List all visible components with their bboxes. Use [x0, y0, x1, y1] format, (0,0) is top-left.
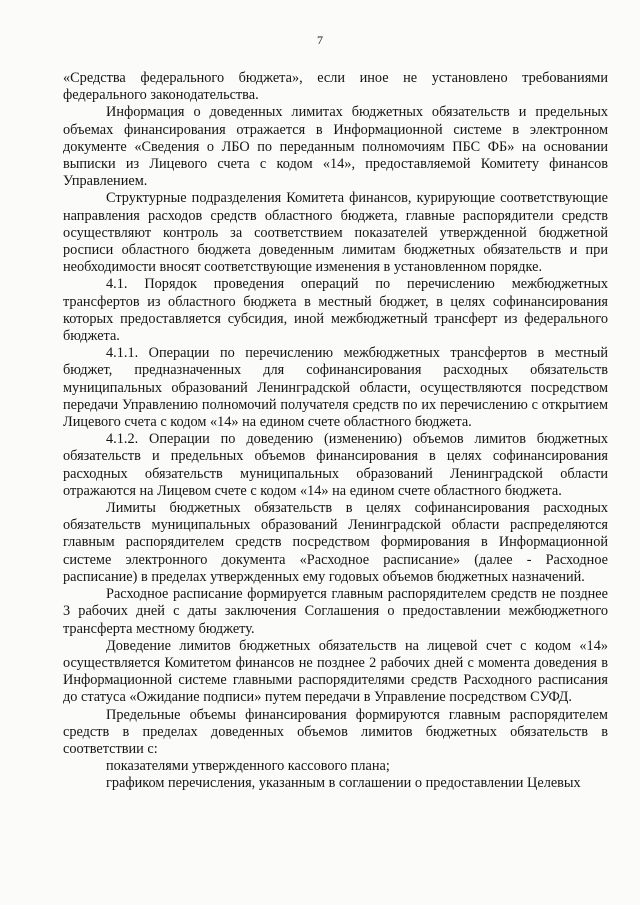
paragraph-federal-budget-funds: «Средства федерального бюджета», если иное не установлено требованиями федерального законодательства. — [63, 70, 608, 104]
list-item-transfer-schedule: графиком перечисления, указанным в соглашении о предоставлении Целевых — [106, 775, 581, 792]
paragraph-limits-delivery: Доведение лимитов бюджетных обязательств на лицевой счет с кодом «14» осуществляется Комитетом финансов не позднее 2 рабочих дней с момента доведения в Информационной системе главными распорядителями средств Расходного расписания до статуса «Ожидание подписи» путем передачи в Управление посредством СУФД. — [63, 637, 608, 706]
document-body — [63, 70, 608, 793]
paragraph-section-4-1-2: 4.1.2. Операции по доведению (изменению) объемов лимитов бюджетных обязательств и предельных объемов финансирования в целях софинансирования расходных обязательств муниципальных образований Ленинградской области отражаются на Лицевом счете с кодом «14» на едином счете областного бюджета. — [63, 431, 608, 499]
paragraph-section-4-1: 4.1. Порядок проведения операций по перечислению межбюджетных трансфертов из областного бюджета в местный бюджет, в целях софинансирования которых предоставляется субсидия, иной межбюджетный трансферт из федерального бюджета. — [63, 276, 608, 345]
paragraph-limits-distribution: Лимиты бюджетных обязательств в целях софинансирования расходных обязательств муниципальных образований Ленинградской области распределяются главным распорядителем средств посредством формирования в Информационной системе электронного документа «Расходное расписание» (далее - Расходное расписание) в пределах утвержденных ему годовых объемов бюджетных назначений. — [63, 500, 608, 585]
paragraph-section-4-1-1: 4.1.1. Операции по перечислению межбюджетных трансфертов в местный бюджет, предназначенных для софинансирования расходных обязательств муниципальных образований Ленинградской области, осуществляются посредством передачи Управлению полномочий получателя средств по их перечислению с открытием Лицевого счета с кодом «14» на едином счете областного бюджета. — [63, 345, 608, 431]
paragraph-expense-schedule: Расходное расписание формируется главным распорядителем средств не позднее 3 рабочих дней с даты заключения Соглашения о предоставлении межбюджетного трансферта местному бюджету. — [63, 586, 608, 637]
list-item-cash-plan: показателями утвержденного кассового плана; — [106, 758, 390, 775]
paragraph-lbo-information: Информация о доведенных лимитах бюджетных обязательств и предельных объемах финансирования отражается в Информационной системе в электронном документе «Сведения о ЛБО по переданным полномочиям ПБС ФБ» на основании выписки из Лицевого счета с кодом «14», предоставляемой Комитету финансов Управлением. — [63, 104, 608, 190]
page-number: 7 — [317, 33, 323, 47]
paragraph-structural-divisions: Структурные подразделения Комитета финансов, курирующие соответствующие направления расходов средств областного бюджета, главные распорядители средств осуществляют контроль за соответствием показателей утвержденной бюджетной росписи областного бюджета доведенным лимитам бюджетных обязательств и при необходимости вносят соответствующие изменения в установленном порядке. — [63, 190, 608, 276]
paragraph-financing-volumes: Предельные объемы финансирования формируются главным распорядителем средств в пределах доведенных объемов лимитов бюджетных обязательств в соответствии с: — [63, 706, 608, 757]
